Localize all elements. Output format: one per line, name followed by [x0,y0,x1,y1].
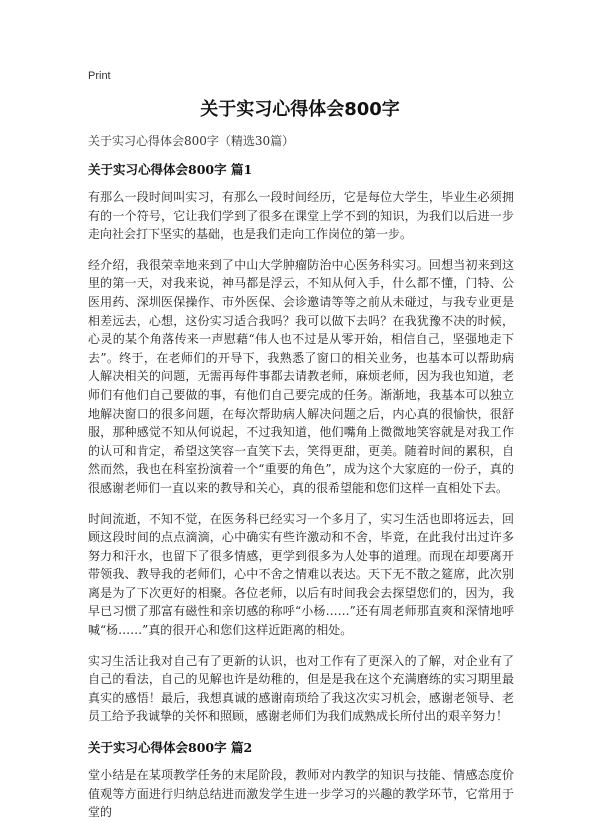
paragraph: 实习生活让我对自己有了更新的认识，也对工作有了更深入的了解，对企业有了自己的看法，自己的见解也许是幼稚的，但是是我在这个充满磨练的实习期里最真实的感悟！最后，我想真诚的感谢南琐给了我这次实习机会，感谢老领导、老员工给予我诚挚的关怀和照顾，感谢老师们为我们成熟成长所付出的艰辛努力！ [88,653,514,724]
paragraph: 堂小结是在某项教学任务的末尾阶段，教师对内教学的知识与技能、情感态度价值观等方面进行归纳总结进而激发学生进一步学习的兴趣的教学环节，它常用于堂的 [88,768,514,820]
paragraph: 经介绍，我很荣幸地来到了中山大学肿瘤防治中心医务科实习。回想当初来到这里的第一天，对我来说，神马都是浮云，不知从何入手，什么都不懂，门特、公医用药、深圳医保操作、市外医保、会诊邀请等等之前从未碰过，与我专业更是相差远去，心想，这份实习适合我吗？我可以做下去吗？在我犹豫不决的时候，心灵的某个角落传来一声慰藉“伟人也不过是从零开始，相信自己，坚强地走下去”。终于，在老师们的开导下，我熟悉了窗口的相关业务，也基本可以帮助病人解决相关的问题，无需再每件事都去请教老师，麻烦老师，因为我也知道，老师们有他们自己要做的事，有他们自己要完成的任务。渐渐地，我基本可以独立地解决窗口的很多问题，在每次帮助病人解决问题之后，内心真的很愉快，很舒服，那种感觉不知从何说起，不过我知道，他们嘴角上微微地笑容就是对我工作的认可和肯定，希望这笑容一直笑下去，笑得更甜，更美。随着时间的累积，自然而然，我也在科室扮演着一个“重要的角色”，成为这个大家庭的一份子，真的很感谢老师们一直以来的教导和关心，真的很希望能和您们这样一直相处下去。 [88,257,514,495]
section-heading: 关于实习心得体会800字 篇1 [88,162,253,177]
print-label[interactable]: Print [88,70,111,82]
page-subtitle: 关于实习心得体会800字（精选30篇） [88,134,295,148]
page-title: 关于实习心得体会800字 [200,99,400,120]
section-2 [88,738,514,822]
section-heading: 关于实习心得体会800字 篇2 [88,740,253,756]
article-body [88,160,514,834]
paragraph: 有那么一段时间叫实习，有那么一段时间经历，它是每位大学生，毕业生必须拥有的一个符号，它让我们学到了很多在课堂上学不到的知识，为我们以后进一步走向社会打下坚实的基础，也是我们走向工作岗位的第一步。 [88,190,514,242]
paragraph: 时间流逝，不知不觉，在医务科已经实习一个多月了，实习生活也即将远去，回顾这段时间的点点滴滴，心中确实有些许激动和不舍，毕竟，在此我付出过许多努力和汗水，也留下了很多情感，更学到很多为人处事的道理。而现在却要离开带领我、教导我的老师们，心中不舍之情难以表达。天下无不散之筵席，此次别离是为了下次更好的相聚。各位老师，以后有时间我会去探望您们的，因为，我早已习惯了那富有磁性和亲切感的称呼“小杨……”还有周老师那直爽和深情地呼喊“杨……”真的很开心和您们这样近距离的相处。 [88,511,514,638]
section-1 [88,160,514,726]
